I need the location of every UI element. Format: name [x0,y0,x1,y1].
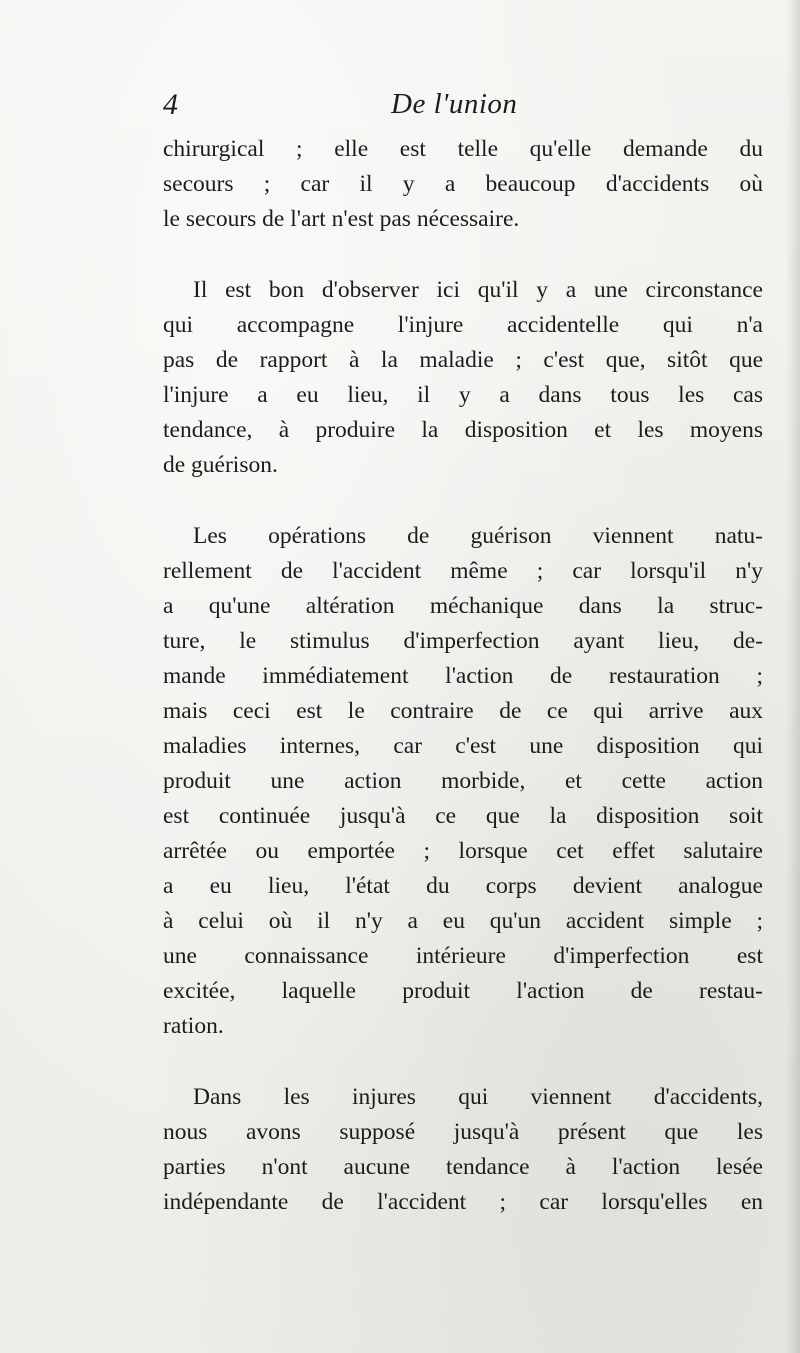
text-line: Il est bon d'observer ici qu'il y a une circonstance [193,277,763,303]
page-header [163,88,763,128]
text-line: tendance, à produire la disposition et les moyens [163,417,763,443]
text-line: qui accompagne l'injure accidentelle qui n'a [163,312,763,338]
text-line: excitée, laquelle produit l'action de restau- [163,978,763,1004]
text-line: à celui où il n'y a eu qu'un accident simple ; [163,908,763,934]
text-line: ration. [163,1013,224,1039]
paragraph-2 [163,273,763,483]
text-line: indépendante de l'accident ; car lorsqu'elles en [163,1189,763,1215]
paragraph-gap [163,483,763,519]
text-line: nous avons supposé jusqu'à présent que les [163,1119,763,1145]
page-number: 4 [163,88,178,121]
text-line: parties n'ont aucune tendance à l'action lesée [163,1154,763,1180]
text-line: mais ceci est le contraire de ce qui arrive aux [163,698,763,724]
text-line: de guérison. [163,452,278,478]
text-line: maladies internes, car c'est une disposition qui [163,733,763,759]
paragraph-gap [163,237,763,273]
running-head: De l'union [391,88,518,120]
text-line: Dans les injures qui viennent d'accidents, [193,1084,763,1110]
text-line: rellement de l'accident même ; car lorsqu'il n'y [163,558,763,584]
text-line: ture, le stimulus d'imperfection ayant lieu, de- [163,628,763,654]
text-line: le secours de l'art n'est pas nécessaire. [163,206,520,232]
paragraph-3 [163,519,763,1044]
text-line: arrêtée ou emportée ; lorsque cet effet salutaire [163,838,763,864]
body-text [163,132,763,1220]
text-line: une connaissance intérieure d'imperfection est [163,943,763,969]
text-line: secours ; car il y a beaucoup d'accidents où [163,171,763,197]
text-line: est continuée jusqu'à ce que la disposition soit [163,803,763,829]
paragraph-4 [163,1080,763,1220]
text-line: pas de rapport à la maladie ; c'est que, sitôt que [163,347,763,373]
text-line: chirurgical ; elle est telle qu'elle demande du [163,136,763,162]
text-line: a eu lieu, l'état du corps devient analogue [163,873,763,899]
text-line: mande immédiatement l'action de restauration ; [163,663,763,689]
text-line: a qu'une altération méchanique dans la struc- [163,593,763,619]
paragraph-1 [163,132,763,237]
paragraph-gap [163,1044,763,1080]
text-line: Les opérations de guérison viennent natu- [193,523,763,549]
text-line: produit une action morbide, et cette action [163,768,763,794]
text-line: l'injure a eu lieu, il y a dans tous les cas [163,382,763,408]
